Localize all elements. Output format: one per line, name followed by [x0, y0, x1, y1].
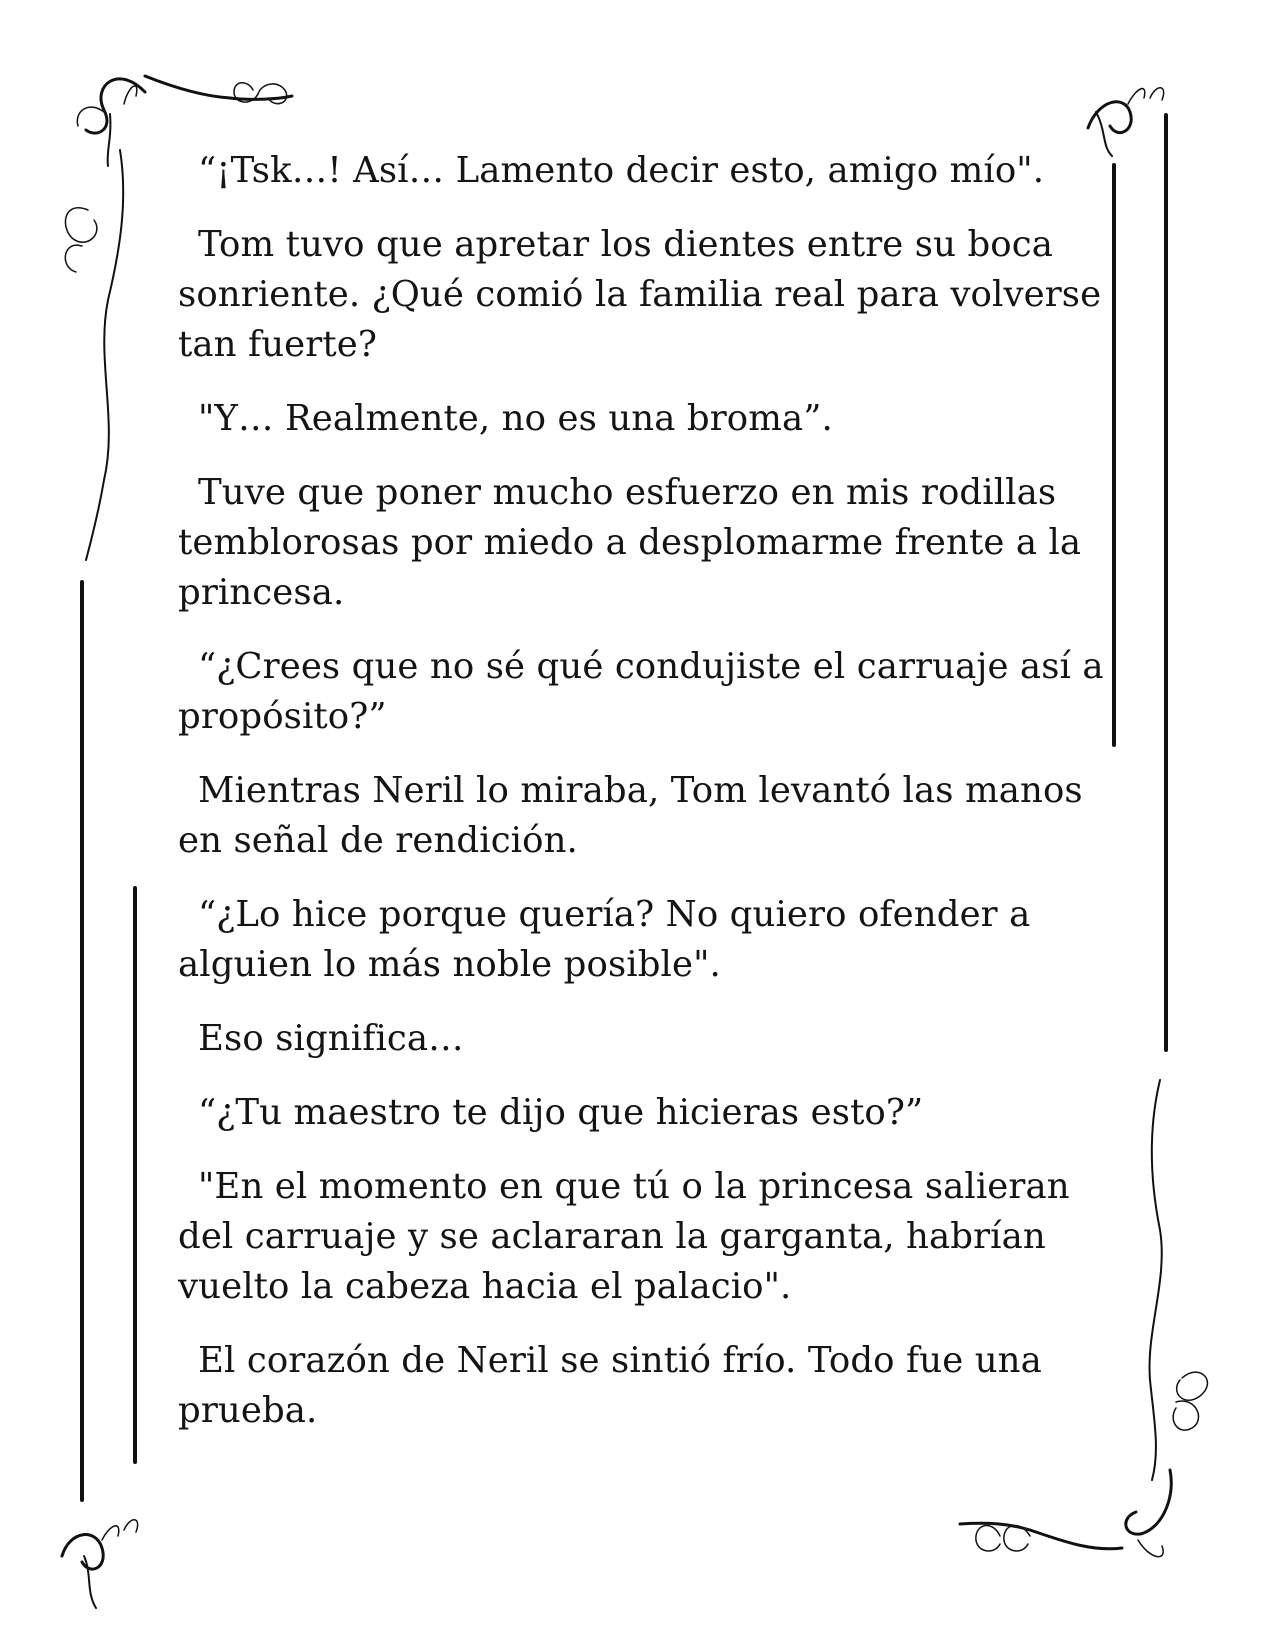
paragraph: “¡Tsk…! Así… Lamento decir esto, amigo mío". — [198, 150, 1045, 191]
paragraph: Eso significa… — [198, 1018, 464, 1059]
bottom-left-flourish-icon — [62, 1520, 138, 1608]
paragraph: “¿Tu maestro te dijo que hicieras esto?” — [198, 1092, 924, 1133]
story-text — [178, 146, 1108, 1460]
paragraph: "En el momento en que tú o la princesa salieran del carruaje y se aclararan la garganta, habrían vuelto la cabeza hacia el palacio". — [178, 1166, 1070, 1307]
paragraph: Mientras Neril lo miraba, Tom levantó las manos en señal de rendición. — [178, 770, 1083, 861]
paragraph: “¿Crees que no sé qué condujiste el carruaje así a propósito?” — [178, 646, 1104, 737]
paragraph: Tom tuvo que apretar los dientes entre su boca sonriente. ¿Qué comió la familia real para volverse tan fuerte? — [178, 224, 1102, 365]
paragraph: "Y… Realmente, no es una broma”. — [198, 398, 833, 439]
paragraph: Tuve que poner mucho esfuerzo en mis rodillas temblorosas por miedo a desplomarme frente a la princesa. — [178, 472, 1082, 613]
paragraph: “¿Lo hice porque quería? No quiero ofender a alguien lo más noble posible". — [178, 894, 1031, 985]
paragraph: El corazón de Neril se sintió frío. Todo fue una prueba. — [178, 1340, 1042, 1431]
